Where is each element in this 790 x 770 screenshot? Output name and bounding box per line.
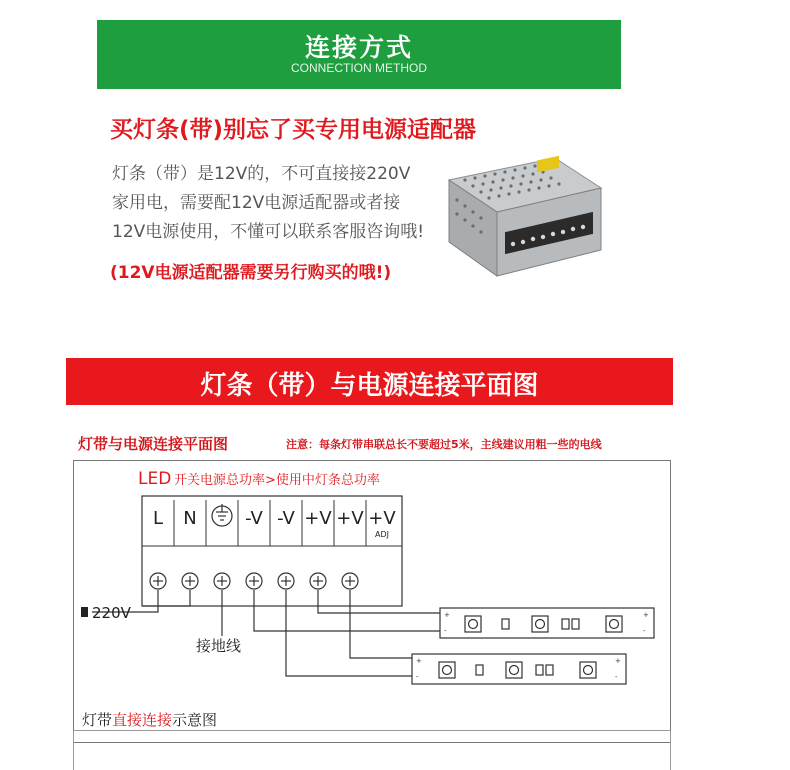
wires <box>92 590 440 676</box>
terminal-labels <box>153 500 396 546</box>
svg-text:+: + <box>643 611 649 619</box>
earth-symbol-icon <box>212 504 232 526</box>
section-title: 连接方式 <box>304 33 413 62</box>
diagram-caption <box>82 711 217 729</box>
diagram-title: 灯带与电源连接平面图 <box>78 435 229 453</box>
terminal-screw-icon <box>310 573 326 589</box>
svg-text:+: + <box>444 611 450 619</box>
body-line-1: 灯条（带）是12V的，不可直接接220V <box>112 164 411 184</box>
terminal-screw-icon <box>246 573 262 589</box>
terminal-screw-icon <box>214 573 230 589</box>
adj-label: ADJ <box>375 530 389 539</box>
terminal-label: L <box>152 508 164 529</box>
svg-text:+: + <box>615 657 621 665</box>
svg-text:-: - <box>643 627 646 635</box>
svg-text:+: + <box>416 657 422 665</box>
caption-part-1: 灯带 <box>82 711 113 729</box>
terminal-label: -V <box>245 508 263 529</box>
power-supply-prefix: LED <box>138 469 172 489</box>
body-line-2: 家用电，需要配12V电源适配器或者接 <box>112 193 401 213</box>
power-supply-label: 开关电源总功率>使用中灯条总功率 <box>174 473 380 488</box>
input-voltage-label: 220V <box>92 604 131 622</box>
svg-text:-: - <box>444 627 447 635</box>
svg-text:-: - <box>615 673 618 681</box>
terminal-label: +V <box>336 508 364 529</box>
svg-text:-: - <box>416 673 419 681</box>
terminal-screw-icon <box>278 573 294 589</box>
terminal-screw-icon <box>182 573 198 589</box>
terminal-screw-icon <box>342 573 358 589</box>
caption-part-2: 直接连接 <box>112 711 173 729</box>
section-subtitle: CONNECTION METHOD <box>291 61 427 75</box>
ground-wire-label: 接地线 <box>196 637 242 655</box>
terminal-label: -V <box>277 508 295 529</box>
headline: 买灯条(带)别忘了买专用电源适配器 <box>110 117 477 143</box>
led-strip-1 <box>440 608 654 638</box>
terminal-label: N <box>183 508 197 529</box>
diagram-note: 注意：每条灯带串联总长不要超过5米，主线建议用粗一些的电线 <box>286 438 602 451</box>
terminal-label: +V <box>304 508 332 529</box>
terminal-label: +V <box>368 508 396 529</box>
led-strip-2 <box>412 654 626 684</box>
section-title: 灯条（带）与电源连接平面图 <box>200 371 539 401</box>
caption-part-3: 示意图 <box>172 711 218 729</box>
terminal-screw-icon <box>150 573 166 589</box>
purchase-note: (12V电源适配器需要另行购买的哦!) <box>110 263 392 283</box>
plug-icon <box>81 607 88 617</box>
body-line-3: 12V电源使用，不懂可以联系客服咨询哦! <box>112 222 425 242</box>
